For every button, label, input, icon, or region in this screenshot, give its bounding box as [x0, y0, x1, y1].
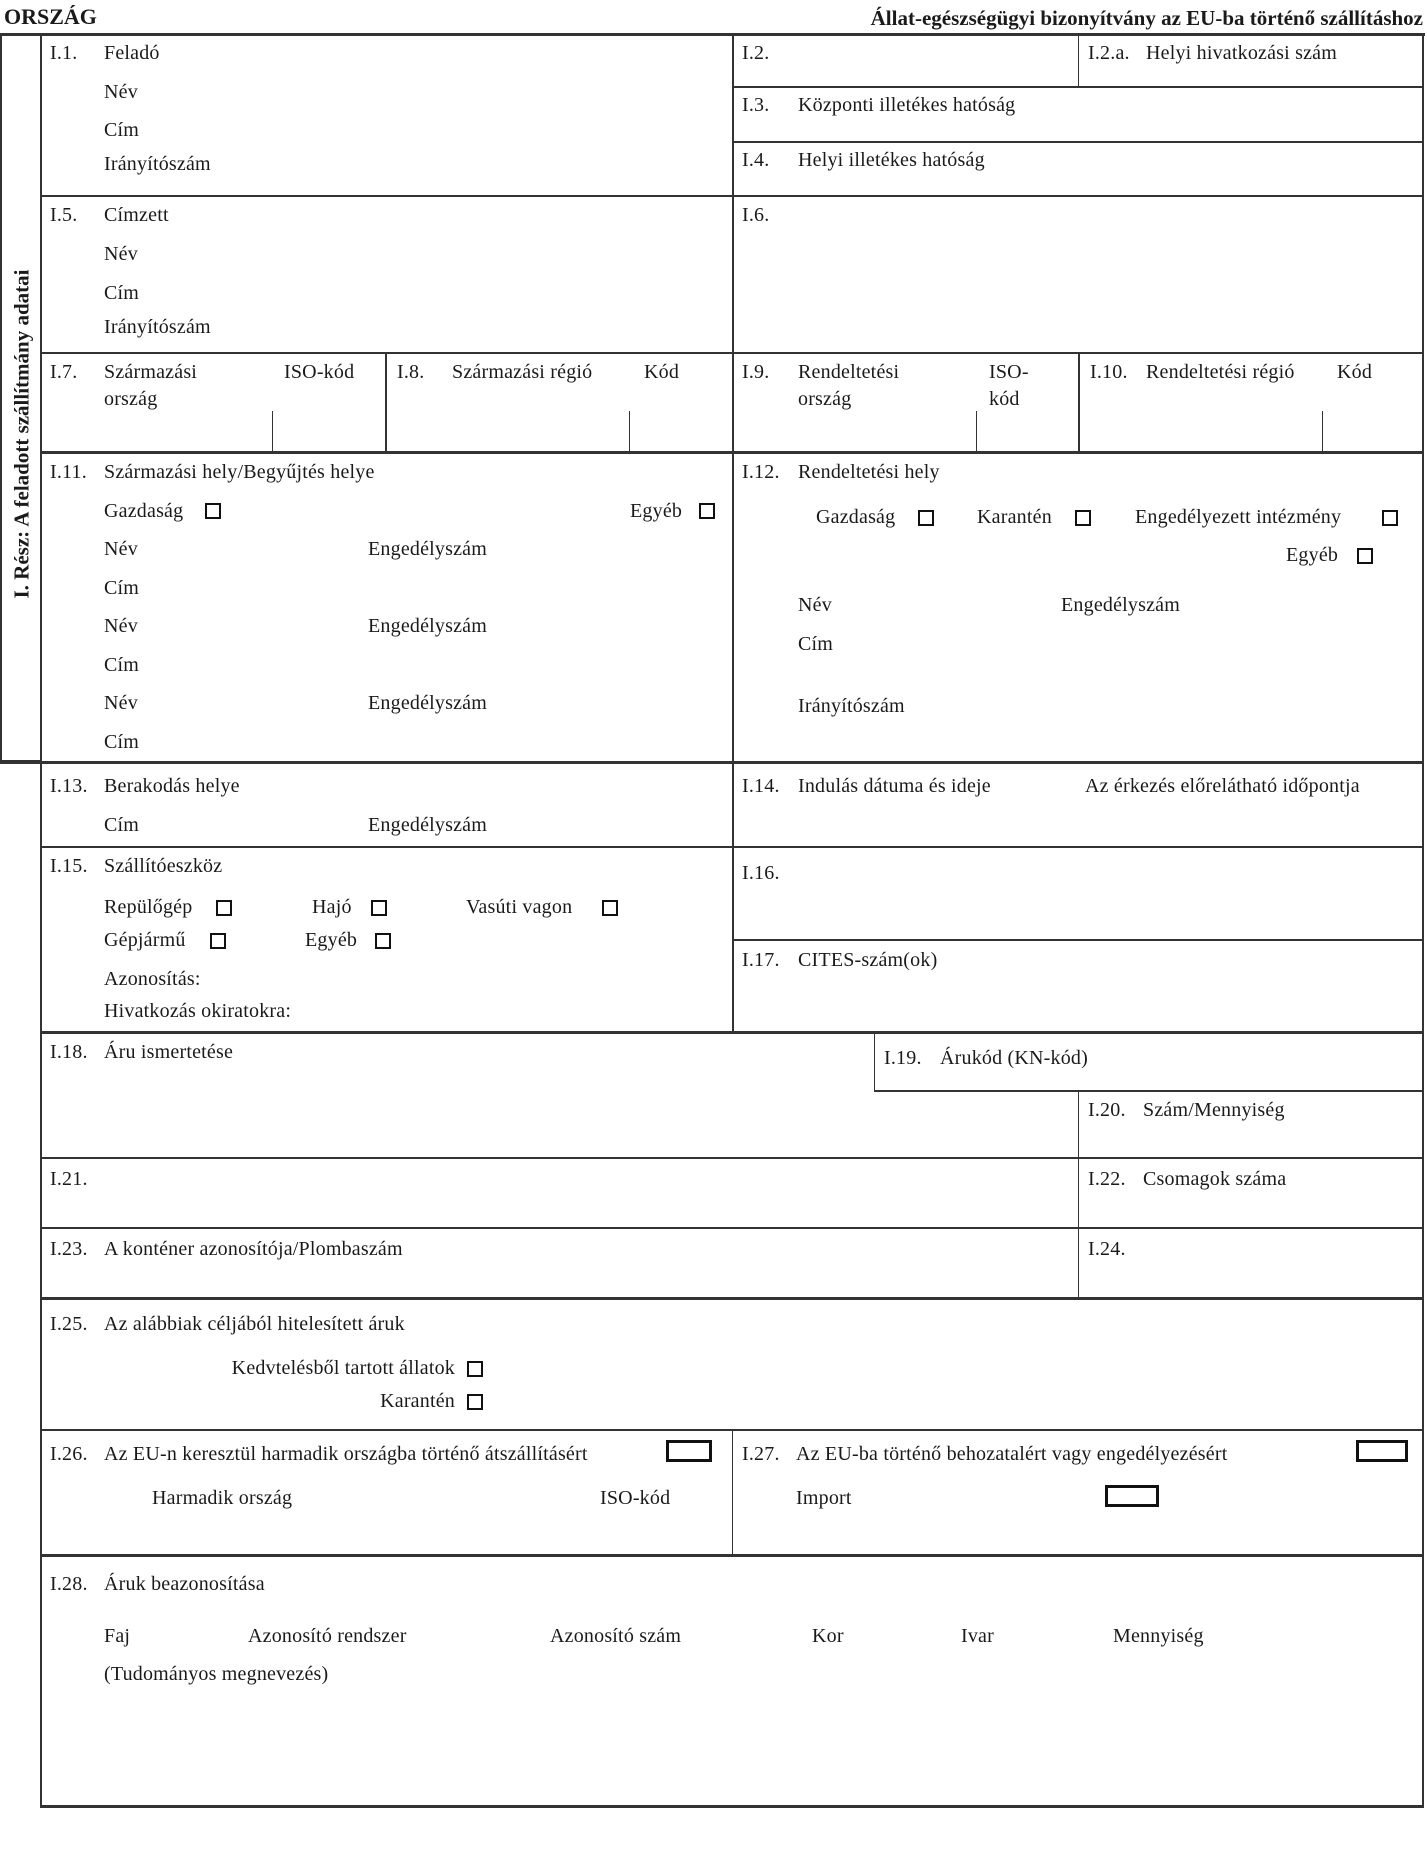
i9-title-line1: Rendeltetési	[798, 361, 900, 383]
i3-number: I.3.	[742, 94, 770, 116]
i15-identification-label: Azonosítás:	[104, 968, 201, 990]
i1-address-label: Cím	[104, 119, 140, 141]
i12-approved-body-checkbox[interactable]	[1382, 510, 1398, 526]
row-line	[40, 1031, 1424, 1034]
i20-title: Szám/Mennyiség	[1143, 1099, 1285, 1121]
i18-title: Áru ismertetése	[104, 1041, 234, 1063]
i11-holding-label: Gazdaság	[104, 500, 184, 522]
i13-title: Berakodás helye	[104, 775, 240, 797]
frame-top-line	[0, 33, 1425, 36]
i19-number: I.19.	[884, 1047, 922, 1069]
i22-title: Csomagok száma	[1143, 1168, 1287, 1190]
i26-i27-divider	[732, 1430, 733, 1555]
i12-permit-label: Engedélyszám	[1061, 594, 1181, 616]
i15-number: I.15.	[50, 855, 88, 877]
i15-other-checkbox[interactable]	[375, 933, 391, 949]
i17-number: I.17.	[742, 949, 780, 971]
part-one-side-band	[0, 34, 40, 762]
column-divider	[732, 34, 734, 1032]
i15-ship-checkbox[interactable]	[371, 900, 387, 916]
i2a-title: Helyi hivatkozási szám	[1146, 42, 1338, 64]
i13-address-label: Cím	[104, 814, 140, 836]
i12-holding-checkbox[interactable]	[918, 510, 934, 526]
i11-other-label: Egyéb	[630, 500, 683, 522]
iso-tick	[272, 411, 273, 452]
i2a-number: I.2.a.	[1088, 42, 1130, 64]
row-line	[874, 1090, 1424, 1092]
row-line	[732, 939, 1424, 941]
i13-permit-label: Engedélyszám	[368, 814, 488, 836]
i7-number: I.7.	[50, 361, 78, 383]
i25-title: Az alábbiak céljából hitelesített áruk	[104, 1313, 405, 1335]
i12-approved-body-label: Engedélyezett intézmény	[1135, 506, 1342, 528]
i22-number: I.22.	[1088, 1168, 1126, 1190]
i9-iso-label-line1: ISO-	[989, 361, 1029, 383]
frame-left-line	[40, 34, 42, 1807]
i21-number: I.21.	[50, 1168, 88, 1190]
i26-third-country-label: Harmadik ország	[152, 1487, 293, 1509]
row-line	[732, 86, 1424, 88]
i20-number: I.20.	[1088, 1099, 1126, 1121]
i12-other-label: Egyéb	[1286, 544, 1339, 566]
frame-right-line	[1422, 34, 1424, 1807]
i11-permit-label-3: Engedélyszám	[368, 692, 488, 714]
i24-number: I.24.	[1088, 1238, 1126, 1260]
i18-number: I.18.	[50, 1041, 88, 1063]
i12-name-label: Név	[798, 594, 832, 616]
i26-number: I.26.	[50, 1443, 88, 1465]
i11-holding-checkbox[interactable]	[205, 503, 221, 519]
i12-address-label: Cím	[798, 633, 834, 655]
part-one-label: I. Rész: A feladott szállítmány adatai	[9, 269, 34, 599]
i12-title: Rendeltetési hely	[798, 461, 940, 483]
i17-title: CITES-szám(ok)	[798, 949, 938, 971]
i26-iso-code-label: ISO-kód	[600, 1487, 671, 1509]
i12-other-checkbox[interactable]	[1357, 548, 1373, 564]
i28-col-quantity: Mennyiség	[1113, 1625, 1204, 1647]
i11-name-label-1: Név	[104, 538, 138, 560]
i5-postcode-label: Irányítószám	[104, 316, 211, 338]
i11-address-label-1: Cím	[104, 577, 140, 599]
i15-ship-label: Hajó	[312, 896, 352, 918]
i1-number: I.1.	[50, 42, 78, 64]
row-line	[40, 352, 1424, 354]
i28-col-id-system: Azonosító rendszer	[248, 1625, 407, 1647]
row-line	[40, 1227, 1424, 1229]
frame-bottom-line	[40, 1805, 1424, 1808]
i28-col-age: Kor	[812, 1625, 844, 1647]
row-line	[40, 1554, 1424, 1557]
i15-other-label: Egyéb	[305, 929, 358, 951]
iso-tick	[629, 411, 630, 452]
i15-aeroplane-checkbox[interactable]	[216, 900, 232, 916]
i12-quarantine-label: Karantén	[977, 506, 1052, 528]
i15-road-vehicle-label: Gépjármű	[104, 929, 186, 951]
i12-quarantine-checkbox[interactable]	[1075, 510, 1091, 526]
i7-title-line1: Származási	[104, 361, 198, 383]
i11-name-label-3: Név	[104, 692, 138, 714]
i15-railway-wagon-label: Vasúti vagon	[466, 896, 573, 918]
i26-transit-checkbox[interactable]	[666, 1440, 712, 1462]
i5-number: I.5.	[50, 204, 78, 226]
i11-number: I.11.	[50, 461, 87, 483]
i14-arrival-label: Az érkezés előrelátható időpontja	[1085, 775, 1360, 797]
i12-holding-label: Gazdaság	[816, 506, 896, 528]
i28-title: Áruk beazonosítása	[104, 1573, 265, 1595]
i11-address-label-3: Cím	[104, 731, 140, 753]
right-subcolumn-divider	[1078, 1091, 1079, 1298]
i25-number: I.25.	[50, 1313, 88, 1335]
row-line	[0, 761, 1424, 764]
i12-postcode-label: Irányítószám	[798, 695, 905, 717]
i19-title: Árukód (KN-kód)	[940, 1047, 1088, 1069]
i27-number: I.27.	[742, 1443, 780, 1465]
i11-permit-label-2: Engedélyszám	[368, 615, 488, 637]
i28-number: I.28.	[50, 1573, 88, 1595]
i2-number: I.2.	[742, 42, 770, 64]
i2-divider	[1078, 34, 1079, 86]
i12-number: I.12.	[742, 461, 780, 483]
i25-quarantine-checkbox[interactable]	[467, 1394, 483, 1410]
i27-import-label: Import	[796, 1487, 852, 1509]
iso-tick	[1322, 411, 1323, 452]
row-line	[40, 1157, 1424, 1159]
row-line	[40, 195, 1424, 197]
i25-quarantine-label: Karantén	[380, 1390, 455, 1412]
i26-title: Az EU-n keresztül harmadik országba történő átszállításért	[104, 1443, 588, 1465]
i9-title-line2: ország	[798, 388, 852, 410]
i9-iso-label-line2: kód	[989, 388, 1020, 410]
i5-address-label: Cím	[104, 282, 140, 304]
i1-postcode-label: Irányítószám	[104, 153, 211, 175]
iso-tick	[976, 411, 977, 452]
i11-address-label-2: Cím	[104, 654, 140, 676]
i7-iso-code-label: ISO-kód	[284, 361, 355, 383]
i3-title: Központi illetékes hatóság	[798, 94, 1016, 116]
i6-number: I.6.	[742, 204, 770, 226]
i1-title: Feladó	[104, 42, 160, 64]
i28-col-species: Faj	[104, 1625, 131, 1647]
i8-code-label: Kód	[644, 361, 680, 383]
i27-import-admission-checkbox[interactable]	[1356, 1440, 1408, 1462]
i25-pets-label: Kedvtelésből tartott állatok	[231, 1357, 455, 1379]
country-heading: ORSZÁG	[4, 4, 97, 29]
i10-title: Rendeltetési régió	[1146, 361, 1295, 383]
i15-railway-wagon-checkbox[interactable]	[602, 900, 618, 916]
i10-number: I.10.	[1090, 361, 1128, 383]
i28-scientific-name-note: (Tudományos megnevezés)	[104, 1663, 329, 1685]
i11-title: Származási hely/Begyűjtés helye	[104, 461, 375, 483]
i4-title: Helyi illetékes hatóság	[798, 149, 985, 171]
i23-title: A konténer azonosítója/Plombaszám	[104, 1238, 403, 1260]
i9-number: I.9.	[742, 361, 770, 383]
i11-other-checkbox[interactable]	[699, 503, 715, 519]
i25-pets-checkbox[interactable]	[467, 1361, 483, 1377]
row-line	[732, 141, 1424, 143]
i14-number: I.14.	[742, 775, 780, 797]
i19-divider	[874, 1032, 875, 1091]
i27-import-checkbox[interactable]	[1105, 1485, 1159, 1507]
i28-col-id-number: Azonosító szám	[550, 1625, 682, 1647]
i16-number: I.16.	[742, 862, 780, 884]
i28-col-sex: Ivar	[961, 1625, 994, 1647]
i5-title: Címzett	[104, 204, 169, 226]
i15-documents-label: Hivatkozás okiratokra:	[104, 1000, 292, 1022]
i4-number: I.4.	[742, 149, 770, 171]
i11-name-label-2: Név	[104, 615, 138, 637]
i7-title-line2: ország	[104, 388, 158, 410]
i8-number: I.8.	[397, 361, 425, 383]
certificate-title: Állat-egészségügyi bizonyítvány az EU-ba történő szállításhoz	[870, 6, 1423, 30]
i11-permit-label-1: Engedélyszám	[368, 538, 488, 560]
i13-number: I.13.	[50, 775, 88, 797]
i7-i8-divider	[385, 352, 387, 452]
i15-aeroplane-label: Repülőgép	[104, 896, 193, 918]
i27-title: Az EU-ba történő behozatalért vagy engedélyezésért	[796, 1443, 1228, 1465]
i23-number: I.23.	[50, 1238, 88, 1260]
row-line	[40, 451, 1424, 454]
i14-title: Indulás dátuma és ideje	[798, 775, 991, 797]
row-line	[40, 1297, 1424, 1300]
i15-road-vehicle-checkbox[interactable]	[210, 933, 226, 949]
i9-i10-divider	[1078, 352, 1080, 452]
i10-code-label: Kód	[1337, 361, 1373, 383]
row-line	[40, 846, 1424, 848]
i15-title: Szállítóeszköz	[104, 855, 223, 877]
i5-name-label: Név	[104, 243, 138, 265]
i1-name-label: Név	[104, 81, 138, 103]
i8-title: Származási régió	[452, 361, 593, 383]
